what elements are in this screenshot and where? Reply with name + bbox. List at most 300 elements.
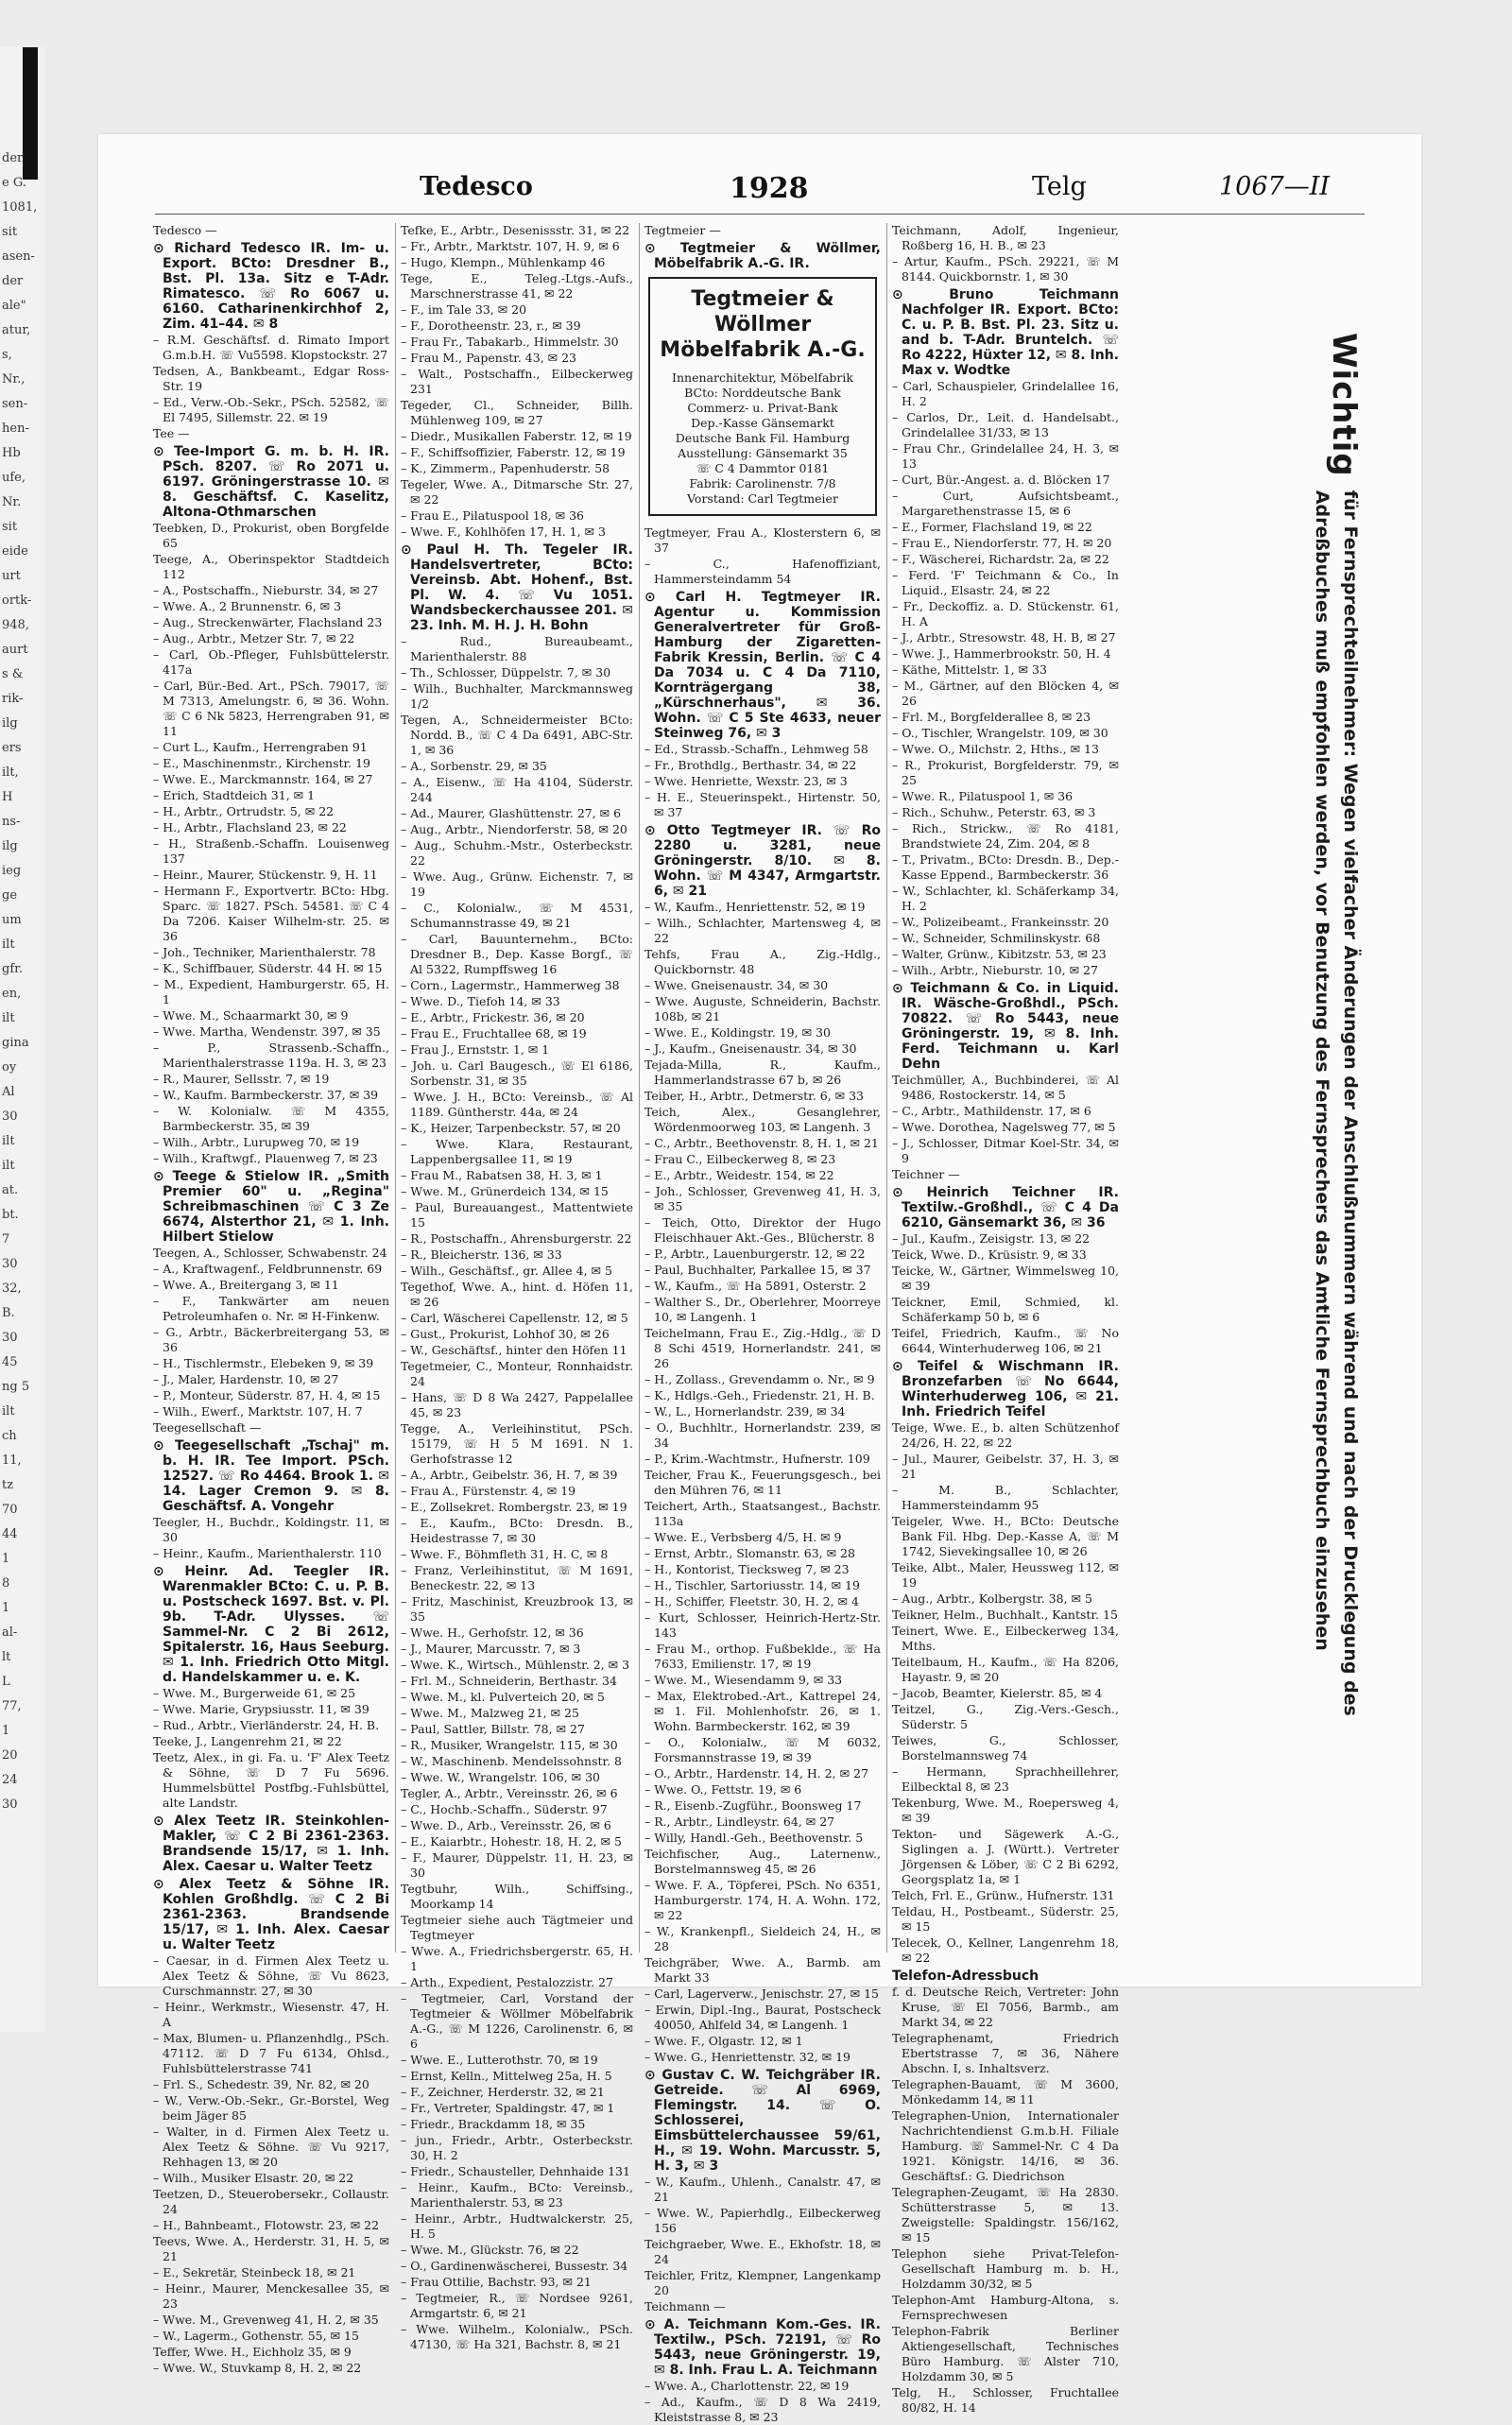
directory-entry: – Fr., Vertreter, Spaldingstr. 47, ✉ 1 — [401, 2101, 615, 2115]
directory-entry: – P., Strassenb.-Schaffn., Marienthalerstrasse 119a. H. 3, ✉ 23 — [153, 1041, 389, 1070]
directory-entry: – Franz, Verleihinstitut, ☏ M 1691, Beneckestr. 22, ✉ 13 — [401, 1563, 633, 1592]
directory-entry: Tegler, A., Arbtr., Vereinsstr. 26, ✉ 6 — [401, 1786, 618, 1800]
directory-entry: – W., L., Hornerlandstr. 239, ✉ 34 — [644, 1404, 846, 1419]
directory-entry: Teiber, H., Arbtr., Detmerstr. 6, ✉ 33 — [644, 1089, 864, 1103]
directory-entry: – Friedr., Brackdamm 18, ✉ 35 — [401, 2117, 586, 2131]
firm-entry: ⊙ Otto Tegtmeyer IR. ☏ Ro 2280 u. 3281, neue Gröningerstr. 8/10. ✉ 8. Wohn. ☏ M 4347, Armgartstr. 6, ✉ 21 — [644, 823, 881, 899]
directory-entry: – H., Arbtr., Ortrudstr. 5, ✉ 22 — [153, 804, 335, 818]
previous-page-edge — [0, 47, 45, 2032]
directory-entry: – Walter, in d. Firmen Alex Teetz u. Alex Teetz & Söhne. ☏ Vu 9217, Rehhagen 13, ✉ 20 — [153, 2124, 389, 2169]
directory-entry: – A., Sorbenstr. 29, ✉ 35 — [401, 759, 547, 773]
directory-entry: – F., Zeichner, Herderstr. 32, ✉ 21 — [401, 2085, 605, 2099]
directory-entry: Tekenburg, Wwe. M., Roepersweg 4, ✉ 39 — [892, 1796, 1119, 1825]
directory-entry: Teike, Albt., Maler, Heussweg 112, ✉ 19 — [892, 1560, 1119, 1590]
directory-entry: – Frl. M., Schneiderin, Berthastr. 34 — [401, 1674, 617, 1688]
directory-entry: – Frl. M., Borgfelderallee 8, ✉ 23 — [892, 710, 1091, 724]
directory-entry: – Wwe. G., Henriettenstr. 32, ✉ 19 — [644, 2050, 850, 2064]
previous-page-fragment: 30 — [2, 1797, 18, 1812]
directory-entry: – F., im Tale 33, ✉ 20 — [401, 302, 527, 317]
directory-entry: Tedesco — — [153, 223, 217, 237]
directory-entry: Tefke, E., Arbtr., Desenissstr. 31, ✉ 22 — [401, 223, 630, 237]
directory-entry: – Friedr., Schausteller, Dehnhaide 131 — [401, 2164, 630, 2178]
previous-page-fragment: 70 — [2, 1503, 18, 1517]
directory-entry: – F., Schiffsoffizier, Faberstr. 12, ✉ 19 — [401, 445, 626, 459]
directory-entry: – Fr., Brothdlg., Berthastr. 34, ✉ 22 — [644, 758, 857, 772]
directory-entry: – C., Kolonialw., ☏ M 4531, Schumannstrasse 49, ✉ 21 — [401, 901, 633, 930]
directory-entry: – E., Kaufm., BCto: Dresdn. B., Heidestrasse 7, ✉ 30 — [401, 1516, 633, 1545]
directory-entry: – Heinr., Kaufm., Marienthalerstr. 110 — [153, 1546, 382, 1560]
directory-entry: – Joh., Techniker, Marienthalerstr. 78 — [153, 945, 376, 959]
directory-entry: – H., Arbtr., Flachsland 23, ✉ 22 — [153, 820, 347, 834]
directory-entry: – Wwe. Henriette, Wexstr. 23, ✉ 3 — [644, 774, 848, 788]
directory-entry: Teetz, Alex., in gi. Fa. u. 'F' Alex Teetz & Söhne, ☏ D 7 Fu 5696. Hummelsbüttel Postfbg.-Fuhlsbüttel, alte Landstr. — [153, 1750, 389, 1810]
directory-entry: – Wwe. M., Malzweg 21, ✉ 25 — [401, 1706, 579, 1720]
directory-entry: – C., Arbtr., Mathildenstr. 17, ✉ 6 — [892, 1104, 1091, 1118]
column-2 — [401, 223, 640, 2351]
directory-entry: – Wwe. Martha, Wendenstr. 397, ✉ 35 — [153, 1024, 381, 1039]
ad-line: Commerz- u. Privat-Bank — [687, 401, 838, 415]
directory-entry: – W., Verw.-Ob.-Sekr., Gr.-Borstel, Weg beim Jäger 85 — [153, 2093, 389, 2123]
directory-entry: Teiwes, G., Schlosser, Borstelmannsweg 74 — [892, 1733, 1119, 1763]
advertisement-box — [648, 277, 877, 516]
directory-entry: Teige, Wwe. E., b. alten Schützenhof 24/26, H. 22, ✉ 22 — [892, 1420, 1119, 1450]
directory-entry: – Wwe. E., Verbsberg 4/5, H. ✉ 9 — [644, 1530, 842, 1544]
directory-entry: – Wwe. M., Schaarmarkt 30, ✉ 9 — [153, 1008, 349, 1023]
directory-entry: – G., Arbtr., Bäckerbreitergang 53, ✉ 36 — [153, 1325, 389, 1354]
directory-entry: – H., Zollass., Grevendamm o. Nr., ✉ 9 — [644, 1372, 875, 1386]
directory-entry: – K., Zimmerm., Papenhuderstr. 58 — [401, 461, 610, 475]
directory-entry: – Joh., Schlosser, Grevenweg 41, H. 3, ✉ 35 — [644, 1184, 881, 1213]
previous-page-fragment: der — [2, 274, 24, 288]
previous-page-fragment: ns- — [2, 815, 21, 829]
directory-entry: – Ed., Strassb.-Schaffn., Lehmweg 58 — [644, 742, 868, 756]
directory-entry: – Wwe. A., Charlottenstr. 22, ✉ 19 — [644, 2379, 850, 2393]
directory-entry: – Wwe. Auguste, Schneiderin, Bachstr. 108b, ✉ 21 — [644, 994, 881, 1023]
previous-page-fragment: gfr. — [2, 962, 24, 976]
previous-page-fragment: ufe, — [2, 471, 26, 485]
directory-entry: Telecek, O., Kellner, Langenrehm 18, ✉ 22 — [892, 1935, 1119, 1965]
directory-entry: – jun., Friedr., Arbtr., Osterbeckstr. 30, H. 2 — [401, 2133, 633, 2162]
directory-entry: – Hugo, Klempn., Mühlenkamp 46 — [401, 255, 606, 269]
directory-entry: – M., Expedient, Hamburgerstr. 65, H. 1 — [153, 977, 389, 1006]
directory-entry: – Wwe. H., Gerhofstr. 12, ✉ 36 — [401, 1625, 584, 1640]
directory-entry: – Ad., Maurer, Glashüttenstr. 27, ✉ 6 — [401, 806, 622, 820]
directory-entry: Teichmann, Adolf, Ingenieur, Roßberg 16, H. B., ✉ 23 — [892, 223, 1119, 252]
directory-entry: – Max, Blumen- u. Pflanzenhdlg., PSch. 47112. ☏ D 7 Fu 6134, Ohlsd., Fuhlsbüttelerstrasse 741 — [153, 2031, 389, 2075]
firm-entry: ⊙ Alex Teetz IR. Steinkohlen-Makler, ☏ C 2 Bi 2361-2363. Brandsende 15/17, ✉ 1. Inh. Alex. Caesar u. Walter Teetz — [153, 1814, 389, 1874]
previous-page-fragment: 11, — [2, 1453, 22, 1468]
previous-page-fragment: 30 — [2, 1257, 18, 1271]
directory-entry: – Wwe. Marie, Grypsiusstr. 11, ✉ 39 — [153, 1702, 369, 1716]
directory-entry: – J., Kaufm., Gneisenaustr. 34, ✉ 30 — [644, 1041, 857, 1056]
directory-entry: Telegraphen-Bauamt, ☏ M 3600, Mönkedamm 14, ✉ 11 — [892, 2077, 1119, 2107]
previous-page-fragment: lt — [2, 1650, 11, 1664]
directory-entry: Tegethof, Wwe. A., hint. d. Höfen 11, ✉ 26 — [401, 1280, 633, 1309]
previous-page-fragment: rik- — [2, 692, 24, 706]
directory-entry: Teeke, J., Langenrehm 21, ✉ 22 — [153, 1734, 342, 1748]
directory-entry: – W., Schneider, Schmilinskystr. 68 — [892, 931, 1101, 945]
directory-entry: Teitelbaum, H., Kaufm., ☏ Ha 8206, Hayastr. 9, ✉ 20 — [892, 1655, 1119, 1684]
firm-entry: ⊙ Heinr. Ad. Teegler IR. Warenmakler BCto: C. u. P. B. u. Postscheck 1697. Bst. v. Pl. 9b. T-Adr. Ulysses. ☏ Sammel-Nr. C 2 Bi 2612, Spitalerstr. 16, Haus Seeburg. ✉ 1. Inh. Friedrich Otto Mitgl. d. Handelskammer u. e. K. — [153, 1564, 389, 1685]
directory-entry: – J., Arbtr., Stresowstr. 48, H. B, ✉ 27 — [892, 630, 1116, 645]
directory-entry: – Wwe. F., Olgastr. 12, ✉ 1 — [644, 2034, 803, 2048]
previous-page-fragment: aurt — [2, 643, 28, 657]
previous-page-fragment: ilg — [2, 716, 18, 731]
previous-page-fragment: ortk- — [2, 593, 32, 608]
previous-page-fragment: oy — [2, 1060, 17, 1075]
previous-page-fragment: Al — [2, 1085, 15, 1099]
directory-page — [98, 134, 1421, 2424]
directory-entry: – Jul., Kaufm., Zeisigstr. 13, ✉ 22 — [892, 1231, 1091, 1246]
header-year: 1928 — [730, 172, 809, 205]
previous-page-fragment: 24 — [2, 1773, 18, 1787]
firm-entry: ⊙ Teifel & Wischmann IR. Bronzefarben ☏ No 6644, Winterhuderweg 106, ✉ 21. Inh. Friedrich Teifel — [892, 1359, 1119, 1419]
directory-entry: – Wwe. Gneisenaustr. 34, ✉ 30 — [644, 978, 829, 992]
firm-entry: ⊙ Paul H. Th. Tegeler IR. Handelsvertreter, BCto: Vereinsb. Abt. Hohenf., Bst. Pl. W. 4. ☏ Vu 1051. Wandsbeckerchaussee 201. ✉ 23. Inh. M. H. J. H. Bohn — [401, 542, 633, 633]
sidebar-notice — [1213, 333, 1365, 1779]
directory-entry: – E., Former, Flachsland 19, ✉ 22 — [892, 520, 1092, 534]
directory-entry: – M. B., Schlachter, Hammersteindamm 95 — [892, 1483, 1119, 1512]
directory-entry: – Wwe. Dorothea, Nagelsweg 77, ✉ 5 — [892, 1120, 1116, 1134]
directory-entry: Teichgräber, Wwe. A., Barmb. am Markt 33 — [644, 1955, 881, 1985]
previous-page-fragment: ilt — [2, 1404, 15, 1419]
previous-page-fragment: der — [2, 151, 24, 165]
header-last-entry: Telg — [1032, 172, 1087, 201]
directory-entry: – Wwe. D., Tiefoh 14, ✉ 33 — [401, 994, 560, 1008]
directory-entry: – E., Arbtr., Weidestr. 154, ✉ 22 — [644, 1168, 834, 1182]
previous-page-fragment: sit — [2, 520, 18, 534]
directory-entry: Teikner, Helm., Buchhalt., Kantstr. 15 — [892, 1608, 1118, 1622]
firm-entry: ⊙ Tegtmeier & Wöllmer, Möbelfabrik A.-G. IR. — [644, 241, 881, 271]
previous-page-fragment: 44 — [2, 1527, 18, 1541]
directory-entry: – Aug., Streckenwärter, Flachsland 23 — [153, 615, 383, 629]
directory-entry: – Wwe. A., Friedrichsbergerstr. 65, H. 1 — [401, 1944, 633, 1973]
directory-entry: Teichler, Fritz, Klempner, Langenkamp 20 — [644, 2268, 881, 2297]
directory-entry: – Kurt, Schlosser, Heinrich-Hertz-Str. 143 — [644, 1610, 881, 1640]
binding-rule — [23, 47, 38, 180]
directory-entry: – Hermann, Sprachheillehrer, Eilbecktal 8, ✉ 23 — [892, 1764, 1119, 1794]
directory-entry: – Frau M., Rabatsen 38, H. 3, ✉ 1 — [401, 1168, 603, 1182]
firm-entry: ⊙ Teege & Stielow IR. „Smith Premier 60" u. „Regina" Schreibmaschinen ☏ C 3 Ze 6674, Alsterthor 21, ✉ 1. Inh. Hilbert Stielow — [153, 1169, 389, 1245]
directory-entry: – Curt, Bür.-Angest. a. d. Blöcken 17 — [892, 473, 1110, 487]
directory-entry: – Wwe. A., 2 Brunnenstr. 6, ✉ 3 — [153, 599, 342, 613]
previous-page-fragment: um — [2, 913, 22, 927]
previous-page-fragment: L — [2, 1675, 10, 1689]
directory-entry: – Walt., Postschaffn., Eilbeckerweg 231 — [401, 367, 633, 396]
directory-entry: – Frau Fr., Tabakarb., Himmelstr. 30 — [401, 335, 619, 349]
directory-entry: – Frau Chr., Grindelallee 24, H. 3, ✉ 13 — [892, 441, 1119, 471]
directory-entry: – Wwe. W., Wrangelstr. 106, ✉ 30 — [401, 1770, 601, 1784]
notice-title: Wichtig — [1325, 333, 1363, 477]
previous-page-fragment: 30 — [2, 1331, 18, 1345]
directory-entry: – E., Arbtr., Frickestr. 36, ✉ 20 — [401, 1010, 585, 1024]
previous-page-fragment: s & — [2, 667, 24, 681]
previous-page-fragment: sen- — [2, 397, 28, 411]
previous-page-fragment: ge — [2, 888, 18, 903]
directory-entry: – Ernst, Arbtr., Slomanstr. 63, ✉ 28 — [644, 1546, 855, 1560]
directory-entry: – Wwe. F., Kohlhöfen 17, H. 1, ✉ 3 — [401, 525, 606, 539]
previous-page-fragment: en, — [2, 987, 22, 1001]
directory-entry: – Frau E., Fruchtallee 68, ✉ 19 — [401, 1026, 587, 1041]
directory-entry: – W., Polizeibeamt., Frankeinsstr. 20 — [892, 915, 1109, 929]
directory-entry: Teffer, Wwe. H., Eichholz 35, ✉ 9 — [153, 2345, 352, 2359]
directory-entry: – R., Postschaffn., Ahrensburgerstr. 22 — [401, 1231, 632, 1246]
firm-entry: ⊙ Teegesellschaft „Tschaj" m. b. H. IR. Tee Import. PSch. 12527. ☏ Ro 4464. Brook 1. ✉ 14. Lager Cremon 9. ✉ 8. Geschäftsf. A. Vongehr — [153, 1438, 389, 1514]
ad-line: BCto: Norddeutsche Bank — [684, 386, 841, 400]
ad-line: Deutsche Bank Fil. Hamburg — [675, 431, 850, 445]
firm-entry: Telefon-Adressbuch — [892, 1969, 1040, 1984]
previous-page-fragment: bt. — [2, 1208, 19, 1222]
directory-entry: – Th., Schlosser, Düppelstr. 7, ✉ 30 — [401, 665, 611, 679]
directory-entry: – Wilh., Musiker Elsastr. 20, ✉ 22 — [153, 2171, 354, 2185]
directory-entry: – Frau C., Eilbeckerweg 8, ✉ 23 — [644, 1152, 836, 1166]
directory-entry: – K., Hdlgs.-Geh., Friedenstr. 21, H. B. — [644, 1388, 875, 1402]
directory-entry: Telephon siehe Privat-Telefon-Gesellschaft Hamburg m. b. H., Holzdamm 30/32, ✉ 5 — [892, 2246, 1119, 2291]
directory-entry: – Carl, Bauunternehm., BCto: Dresdner B., Dep. Kasse Borgf., ☏ Al 5322, Rumpffsweg 16 — [401, 932, 633, 976]
directory-entry: – W., Lagerm., Gothenstr. 55, ✉ 15 — [153, 2329, 359, 2343]
directory-entry: – Wwe. M., Grevenweg 41, H. 2, ✉ 35 — [153, 2313, 379, 2327]
directory-entry: – Wwe. M., kl. Pulverteich 20, ✉ 5 — [401, 1690, 605, 1704]
directory-entry: – Wilh., Buchhalter, Marckmannsweg 1/2 — [401, 681, 633, 711]
directory-entry: – W., Kaufm., ☏ Ha 5891, Osterstr. 2 — [644, 1279, 867, 1293]
column-1 — [153, 223, 396, 2375]
directory-entry: – Wwe. O., Fettstr. 19, ✉ 6 — [644, 1782, 802, 1797]
previous-page-fragment: ilg — [2, 839, 18, 853]
directory-entry: Telephon-Fabrik Berliner Aktiengesellschaft, Technisches Büro Hamburg. ☏ Alster 710, Holzdamm 30, ✉ 5 — [892, 2324, 1119, 2383]
column-3-head — [644, 223, 881, 271]
previous-page-fragment: ilt — [2, 1159, 15, 1173]
directory-entry: – H., Bahnbeamt., Flotowstr. 23, ✉ 22 — [153, 2218, 380, 2232]
directory-entry: – Willy, Handl.-Geh., Beethovenstr. 5 — [644, 1831, 864, 1845]
directory-entry: – Artur, Kaufm., PSch. 29221, ☏ M 8144. Quickbornstr. 1, ✉ 30 — [892, 254, 1119, 284]
directory-entry: – Wwe. E., Koldingstr. 19, ✉ 30 — [644, 1025, 831, 1040]
directory-entry: – Arth., Expedient, Pestalozzistr. 27 — [401, 1975, 613, 1989]
directory-entry: – Wwe. W., Stuvkamp 8, H. 2, ✉ 22 — [153, 2361, 362, 2375]
ad-line: ☏ C 4 Dammtor 0181 — [696, 461, 830, 475]
directory-entry: Teich, Alex., Gesanglehrer, Wördenmoorweg 103, ✉ Langenh. 3 — [644, 1105, 881, 1134]
directory-entry: – Wwe. D., Arb., Vereinsstr. 26, ✉ 6 — [401, 1818, 611, 1832]
directory-entry: – P., Krim.-Wachtmstr., Hufnerstr. 109 — [644, 1452, 870, 1466]
directory-entry: – Wwe. E., Marckmannstr. 164, ✉ 27 — [153, 772, 373, 786]
directory-entry: Tehfs, Frau A., Zig.-Hdlg., Quickbornstr. 48 — [644, 947, 881, 976]
previous-page-fragment: ilt — [2, 937, 15, 952]
directory-entry: – Heinr., Kaufm., BCto: Vereinsb., Marienthalerstr. 53, ✉ 23 — [401, 2180, 633, 2210]
directory-entry: – W., Schlachter, kl. Schäferkamp 34, H. 2 — [892, 884, 1119, 913]
directory-entry: – Frau E., Pilatuspool 18, ✉ 36 — [401, 508, 584, 523]
directory-entry: – Heinr., Maurer, Menckesallee 35, ✉ 23 — [153, 2281, 389, 2311]
firm-entry: ⊙ Alex Teetz & Söhne IR. Kohlen Großhdlg. ☏ C 2 Bi 2361-2363. Brandsende 15/17, ✉ 1. Inh. Alex. Caesar u. Walter Teetz — [153, 1877, 389, 1952]
directory-entry: – C., Arbtr., Beethovenstr. 8, H. 1, ✉ 21 — [644, 1136, 879, 1150]
previous-page-fragment: ch — [2, 1429, 17, 1443]
directory-entry: Teicke, W., Gärtner, Wimmelsweg 10, ✉ 39 — [892, 1264, 1119, 1293]
firm-entry: ⊙ Gustav C. W. Teichgräber IR. Getreide. ☏ Al 6969, Flemingstr. 14. ☏ O. Schlosserei, Eimsbüttelerchaussee 59/61, H., ✉ 19. Wohn. Marcusstr. 5, H. 3, ✉ 3 — [644, 2068, 881, 2174]
firm-entry: ⊙ A. Teichmann Kom.-Ges. IR. Textilw., PSch. 72191, ☏ Ro 5443, neue Gröningerstr. 19, ✉ 8. Inh. Frau L. A. Teichmann — [644, 2317, 881, 2378]
directory-entry: Teebken, D., Prokurist, oben Borgfelde 65 — [153, 521, 389, 550]
directory-entry: – Käthe, Mittelstr. 1, ✉ 33 — [892, 662, 1047, 677]
directory-entry: – Wwe. M., Burgerweide 61, ✉ 25 — [153, 1686, 356, 1700]
directory-entry: – J., Schlosser, Ditmar Koel-Str. 34, ✉ 9 — [892, 1136, 1119, 1165]
directory-entry: – Rud., Bureaubeamt., Marienthalerstr. 88 — [401, 634, 633, 663]
directory-entry: – R., Bleicherstr. 136, ✉ 33 — [401, 1247, 562, 1262]
directory-entry: – O., Kolonialw., ☏ M 6032, Forsmannstrasse 19, ✉ 39 — [644, 1735, 881, 1764]
firm-entry: ⊙ Teichmann & Co. in Liquid. IR. Wäsche-Großhdl., PSch. 70822. ☏ Ro 5443, neue Gröningerstr. 19, ✉ 8. Inh. Ferd. Teichmann u. Karl Dehn — [892, 981, 1119, 1072]
directory-entry: Tegtmeier siehe auch Tägtmeier und Tegtmeyer — [401, 1913, 633, 1942]
previous-page-fragment: Nr., — [2, 372, 26, 387]
directory-entry: – Frau Ottilie, Bachstr. 93, ✉ 21 — [401, 2275, 592, 2289]
previous-page-fragment: 948, — [2, 618, 29, 632]
previous-page-fragment: ilt, — [2, 765, 19, 780]
previous-page-fragment: ale" — [2, 299, 26, 313]
directory-entry: – R., Eisenb.-Zugführ., Boonsweg 17 — [644, 1798, 862, 1813]
directory-entry: – R.M. Geschäftsf. d. Rimato Import G.m.b.H. ☏ Vu5598. Klopstockstr. 27 — [153, 333, 389, 362]
firm-entry: ⊙ Carl H. Tegtmeyer IR. Agentur u. Kommission Generalvertreter für Groß-Hamburg der Zigaretten-Fabrik Kressin, Berlin. ☏ C 4 Da 7034 u. C 4 Da 7110, Kornträgergang 38, „Kürschnerhaus", ✉ 36. Wohn. ☏ C 5 Ste 4633, neuer Steinweg 76, ✉ 3 — [644, 590, 881, 741]
directory-entry: – Wwe. M., Glückstr. 76, ✉ 22 — [401, 2243, 579, 2257]
previous-page-fragment: eide — [2, 544, 28, 559]
directory-entry: – Paul, Bureauangest., Mattentwiete 15 — [401, 1200, 633, 1230]
directory-entry: – Wwe. Klara, Restaurant, Lappenbergsallee 11, ✉ 19 — [401, 1137, 633, 1166]
previous-page-fragment: 8 — [2, 1576, 10, 1591]
directory-entry: – Ad., Kaufm., ☏ D 8 Wa 2419, Kleiststrasse 8, ✉ 23 — [644, 2395, 881, 2424]
previous-page-fragment: e G. — [2, 176, 26, 190]
previous-page-fragment: atur, — [2, 323, 31, 337]
previous-page-fragment: 77, — [2, 1699, 22, 1713]
directory-entry: f. d. Deutsche Reich, Vertreter: John Kruse, ☏ El 7056, Barmb., am Markt 34, ✉ 22 — [892, 1985, 1119, 2029]
previous-page-fragment: Nr. — [2, 495, 22, 509]
sidebar-notice-text-block — [1213, 333, 1365, 1779]
directory-entry: Telg, H., Schlosser, Fruchtallee 80/82, H. 14 — [892, 2385, 1119, 2415]
directory-entry: Teege, A., Oberinspektor Stadtdeich 112 — [153, 552, 389, 581]
directory-entry: – W. Kolonialw. ☏ M 4355, Barmbeckerstr. 35, ✉ 39 — [153, 1104, 389, 1133]
page-number: 1067—II — [1219, 172, 1331, 201]
ad-line: Dep.-Kasse Gänsemarkt — [691, 416, 834, 430]
directory-entry: – Wwe. K., Wirtsch., Mühlenstr. 2, ✉ 3 — [401, 1658, 630, 1672]
previous-page-fragment: 20 — [2, 1748, 18, 1763]
directory-entry: Telegraphenamt, Friedrich Ebertstrasse 7, ✉ 36, Nähere Abschn. I, s. Inhaltsverz. — [892, 2031, 1119, 2075]
directory-entry: – Curt L., Kaufm., Herrengraben 91 — [153, 740, 368, 754]
directory-entry: Teigeler, Wwe. H., BCto: Deutsche Bank Fil. Hbg. Dep.-Kasse A, ☏ M 1742, Sievekingsallee 10, ✉ 26 — [892, 1514, 1119, 1558]
directory-entry: – H., Kontorist, Tiecksweg 7, ✉ 23 — [644, 1562, 850, 1576]
directory-entry: – Tegtmeier, Carl, Vorstand der Tegtmeier & Wöllmer Möbelfabrik A.-G., ☏ M 1226, Carolinenstr. 6, ✉ 6 — [401, 1991, 633, 2051]
previous-page-fragment: ieg — [2, 864, 22, 878]
directory-entry: – O., Gardinenwäscherei, Bussestr. 34 — [401, 2259, 628, 2273]
directory-entry: – Wwe. R., Pilatuspool 1, ✉ 36 — [892, 789, 1074, 803]
directory-entry: – Walther S., Dr., Oberlehrer, Moorreye 10, ✉ Langenh. 1 — [644, 1295, 881, 1324]
directory-entry: – F., Wäscherei, Richardstr. 2a, ✉ 22 — [892, 552, 1109, 566]
directory-entry: – Fritz, Maschinist, Kreuzbrook 13, ✉ 35 — [401, 1594, 633, 1624]
notice-text: für Fernsprechteilnehmer: Wegen vielfacher Änderungen der Anschlußnummern während und nach der Drucklegung des Adreßbuches muß empfohlen werden, vor Benutzung des Fernsprechers das Amtliche Fernsprechbuch einzusehen — [1312, 490, 1361, 1716]
directory-entry: Tegetmeier, C., Monteur, Ronnhaidstr. 24 — [401, 1359, 633, 1388]
previous-page-fragment: 45 — [2, 1355, 18, 1369]
previous-page-fragment: ilt — [2, 1011, 15, 1025]
directory-entry: – C., Hafenoffiziant, Hammersteindamm 54 — [644, 557, 881, 586]
directory-entry: Teickner, Emil, Schmied, kl. Schäferkamp 50 b, ✉ 6 — [892, 1295, 1119, 1324]
directory-entry: – A., Arbtr., Geibelstr. 36, H. 7, ✉ 39 — [401, 1468, 618, 1482]
directory-entry: – Wilh., Arbtr., Nieburstr. 10, ✉ 27 — [892, 963, 1098, 977]
ad-line: Innenarchitektur, Möbelfabrik — [672, 370, 853, 385]
directory-entry: – Wilh., Geschäftsf., gr. Allee 4, ✉ 5 — [401, 1264, 612, 1278]
directory-entry: – Wwe. F., Böhmfleth 31, H. C, ✉ 8 — [401, 1547, 609, 1561]
previous-page-fragment: 1 — [2, 1724, 10, 1738]
directory-entry: Tekton- und Sägewerk A.-G., Siglingen a. J. (Württ.). Vertreter Jörgensen & Löber, ☏ C 2 Bi 6292, Georgsplatz 1a, ✉ 1 — [892, 1827, 1119, 1886]
previous-page-fragment: 30 — [2, 1109, 18, 1124]
directory-entry: – Caesar, in d. Firmen Alex Teetz u. Alex Teetz & Söhne, ☏ Vu 8623, Curschmannstr. 27, ✉ 30 — [153, 1953, 389, 1998]
directory-entry: – H., Straßenb.-Schaffn. Louisenweg 137 — [153, 836, 389, 866]
directory-entry: – Wilh., Kraftwgf., Plauenweg 7, ✉ 23 — [153, 1151, 378, 1165]
directory-entry: – A., Postschaffn., Nieburstr. 34, ✉ 27 — [153, 583, 379, 597]
previous-page-fragment: 1 — [2, 1601, 10, 1615]
directory-entry: – A., Kraftwagenf., Feldbrunnenstr. 69 — [153, 1262, 383, 1276]
directory-entry: – T., Privatm., BCto: Dresdn. B., Dep.-Kasse Eppend., Barmbeckerstr. 36 — [892, 852, 1119, 882]
directory-entry: – H., Tischler, Sartoriusstr. 14, ✉ 19 — [644, 1578, 860, 1592]
directory-entry: – E., Sekretär, Steinbeck 18, ✉ 21 — [153, 2265, 356, 2279]
directory-entry: – Diedr., Musikallen Faberstr. 12, ✉ 19 — [401, 429, 632, 443]
directory-entry: Telegraphen-Union, Internationaler Nachrichtendienst G.m.b.H. Filiale Hamburg. ☏ Sammel-Nr. C 4 Da 1921. Königstr. 14/16, ✉ 36. Geschäftsf.: G. Diedrichson — [892, 2108, 1119, 2183]
directory-entry: – Ferd. 'F' Teichmann & Co., In Liquid., Elsastr. 24, ✉ 22 — [892, 568, 1119, 597]
directory-entry: Tegtbuhr, Wilh., Schiffsing., Moorkamp 14 — [401, 1882, 633, 1911]
previous-page-fragment: 32, — [2, 1281, 22, 1296]
ad-lines — [656, 370, 869, 507]
previous-page-fragment: H — [2, 790, 13, 804]
directory-entry: – Frau M., orthop. Fußbeklde., ☏ Ha 7633, Emilienstr. 17, ✉ 19 — [644, 1642, 881, 1671]
directory-entry: Teichelmann, Frau E., Zig.-Hdlg., ☏ D 8 Schi 4519, Hornerlandstr. 241, ✉ 26 — [644, 1326, 881, 1370]
directory-entry: – C., Hochb.-Schaffn., Süderstr. 97 — [401, 1802, 608, 1816]
directory-entry: – Fr., Arbtr., Marktstr. 107, H. 9, ✉ 6 — [401, 239, 620, 253]
directory-entry: – W., Kaufm., Uhlenh., Canalstr. 47, ✉ 21 — [644, 2175, 881, 2204]
ad-line: Ausstellung: Gänsemarkt 35 — [678, 446, 848, 460]
directory-entry: – Curt, Aufsichtsbeamt., Margarethenstrasse 15, ✉ 6 — [892, 489, 1119, 518]
directory-entry: – Wwe. J., Hammerbrookstr. 50, H. 4 — [892, 646, 1111, 661]
directory-entry: – K., Schiffbauer, Süderstr. 44 H. ✉ 15 — [153, 961, 383, 975]
directory-entry: – Wilh., Schlachter, Martensweg 4, ✉ 22 — [644, 916, 881, 945]
directory-entry: – R., Maurer, Sellsstr. 7, ✉ 19 — [153, 1072, 330, 1086]
previous-page-fragment: gina — [2, 1036, 29, 1050]
directory-entry: – Gust., Prokurist, Lohhof 30, ✉ 26 — [401, 1327, 610, 1341]
ad-title: Tegtmeier & Wöllmer Möbelfabrik A.-G. — [660, 287, 866, 362]
directory-entry: – Wilh., Ewerf., Marktstr. 107, H. 7 — [153, 1404, 363, 1419]
directory-entry: Teifel, Friedrich, Kaufm., ☏ No 6644, Winterhuderweg 106, ✉ 21 — [892, 1326, 1119, 1355]
previous-page-fragment: hen- — [2, 421, 29, 436]
directory-entry: Teegen, A., Schlosser, Schwabenstr. 24 — [153, 1246, 387, 1260]
directory-entry: – O., Tischler, Wrangelstr. 109, ✉ 30 — [892, 726, 1108, 740]
firm-entry: ⊙ Bruno Teichmann Nachfolger IR. Export. BCto: C. u. P. B. Bst. Pl. 23. Sitz u. and b. T-Adr. Bruntelch. ☏ Ro 4222, Hüxter 12, ✉ 8. Inh. Max v. Wodtke — [892, 287, 1119, 378]
directory-entry: Teichfischer, Aug., Laternenw., Borstelmannsweg 45, ✉ 26 — [644, 1847, 881, 1876]
directory-entry: Tegen, A., Schneidermeister BCto: Nordd. B., ☏ C 4 Da 6491, ABC-Str. 1, ✉ 36 — [401, 713, 633, 757]
directory-entry: – Wwe. O., Milchstr. 2, Hths., ✉ 13 — [892, 742, 1099, 756]
directory-entry: – Aug., Arbtr., Metzer Str. 7, ✉ 22 — [153, 631, 355, 645]
directory-entry: – Wwe. E., Lutterothstr. 70, ✉ 19 — [401, 2053, 598, 2067]
directory-entry: – Joh. u. Carl Baugesch., ☏ El 6186, Sorbenstr. 31, ✉ 35 — [401, 1058, 633, 1088]
directory-entry: – Carl, Lagerverw., Jenischstr. 27, ✉ 15 — [644, 1986, 879, 2001]
directory-entry: – Rich., Strickw., ☏ Ro 4181, Brandstwiete 24, Zim. 204, ✉ 8 — [892, 821, 1119, 851]
directory-entry: Tejada-Milla, R., Kaufm., Hammerlandstrasse 67 b, ✉ 26 — [644, 1058, 881, 1087]
directory-entry: – Ernst, Kelln., Mittelweg 25a, H. 5 — [401, 2069, 612, 2083]
directory-entry: – Frau M., Papenstr. 43, ✉ 23 — [401, 351, 577, 365]
directory-entry: Teevs, Wwe. A., Herderstr. 31, H. 5, ✉ 21 — [153, 2234, 389, 2263]
previous-page-fragment: sit — [2, 225, 18, 239]
firm-entry: ⊙ Heinrich Teichner IR. Textilw.-Großhdl., ☏ C 4 Da 6210, Gänsemarkt 36, ✉ 36 — [892, 1185, 1119, 1230]
directory-entry: – Frau J., Ernststr. 1, ✉ 1 — [401, 1042, 550, 1057]
directory-entry: Telephon-Amt Hamburg-Altona, s. Fernsprechwesen — [892, 2293, 1119, 2322]
directory-entry: – H., Tischlermstr., Elebeken 9, ✉ 39 — [153, 1356, 374, 1370]
directory-entry: – W., Geschäftsf., hinter den Höfen 11 — [401, 1343, 627, 1357]
directory-entry: – P., Monteur, Süderstr. 87, H. 4, ✉ 15 — [153, 1388, 381, 1402]
directory-entry: – Carl, Bür.-Bed. Art., PSch. 79017, ☏ M 7313, Amelungstr. 6, ✉ 36. Wohn. ☏ C 6 Nk 5823, Herrengraben 91, ✉ 11 — [153, 679, 389, 738]
directory-entry: – Teich, Otto, Direktor der Hugo Fleischhauer Akt.-Ges., Blücherstr. 8 — [644, 1215, 881, 1245]
directory-entry: – E., Zollsekret. Rombergstr. 23, ✉ 19 — [401, 1500, 627, 1514]
directory-entry: – Heinr., Maurer, Stückenstr. 9, H. 11 — [153, 868, 378, 882]
directory-entry: – Corn., Lagermstr., Hammerweg 38 — [401, 978, 620, 992]
directory-entry: – Frau E., Niendorferstr. 77, H. ✉ 20 — [892, 536, 1112, 550]
